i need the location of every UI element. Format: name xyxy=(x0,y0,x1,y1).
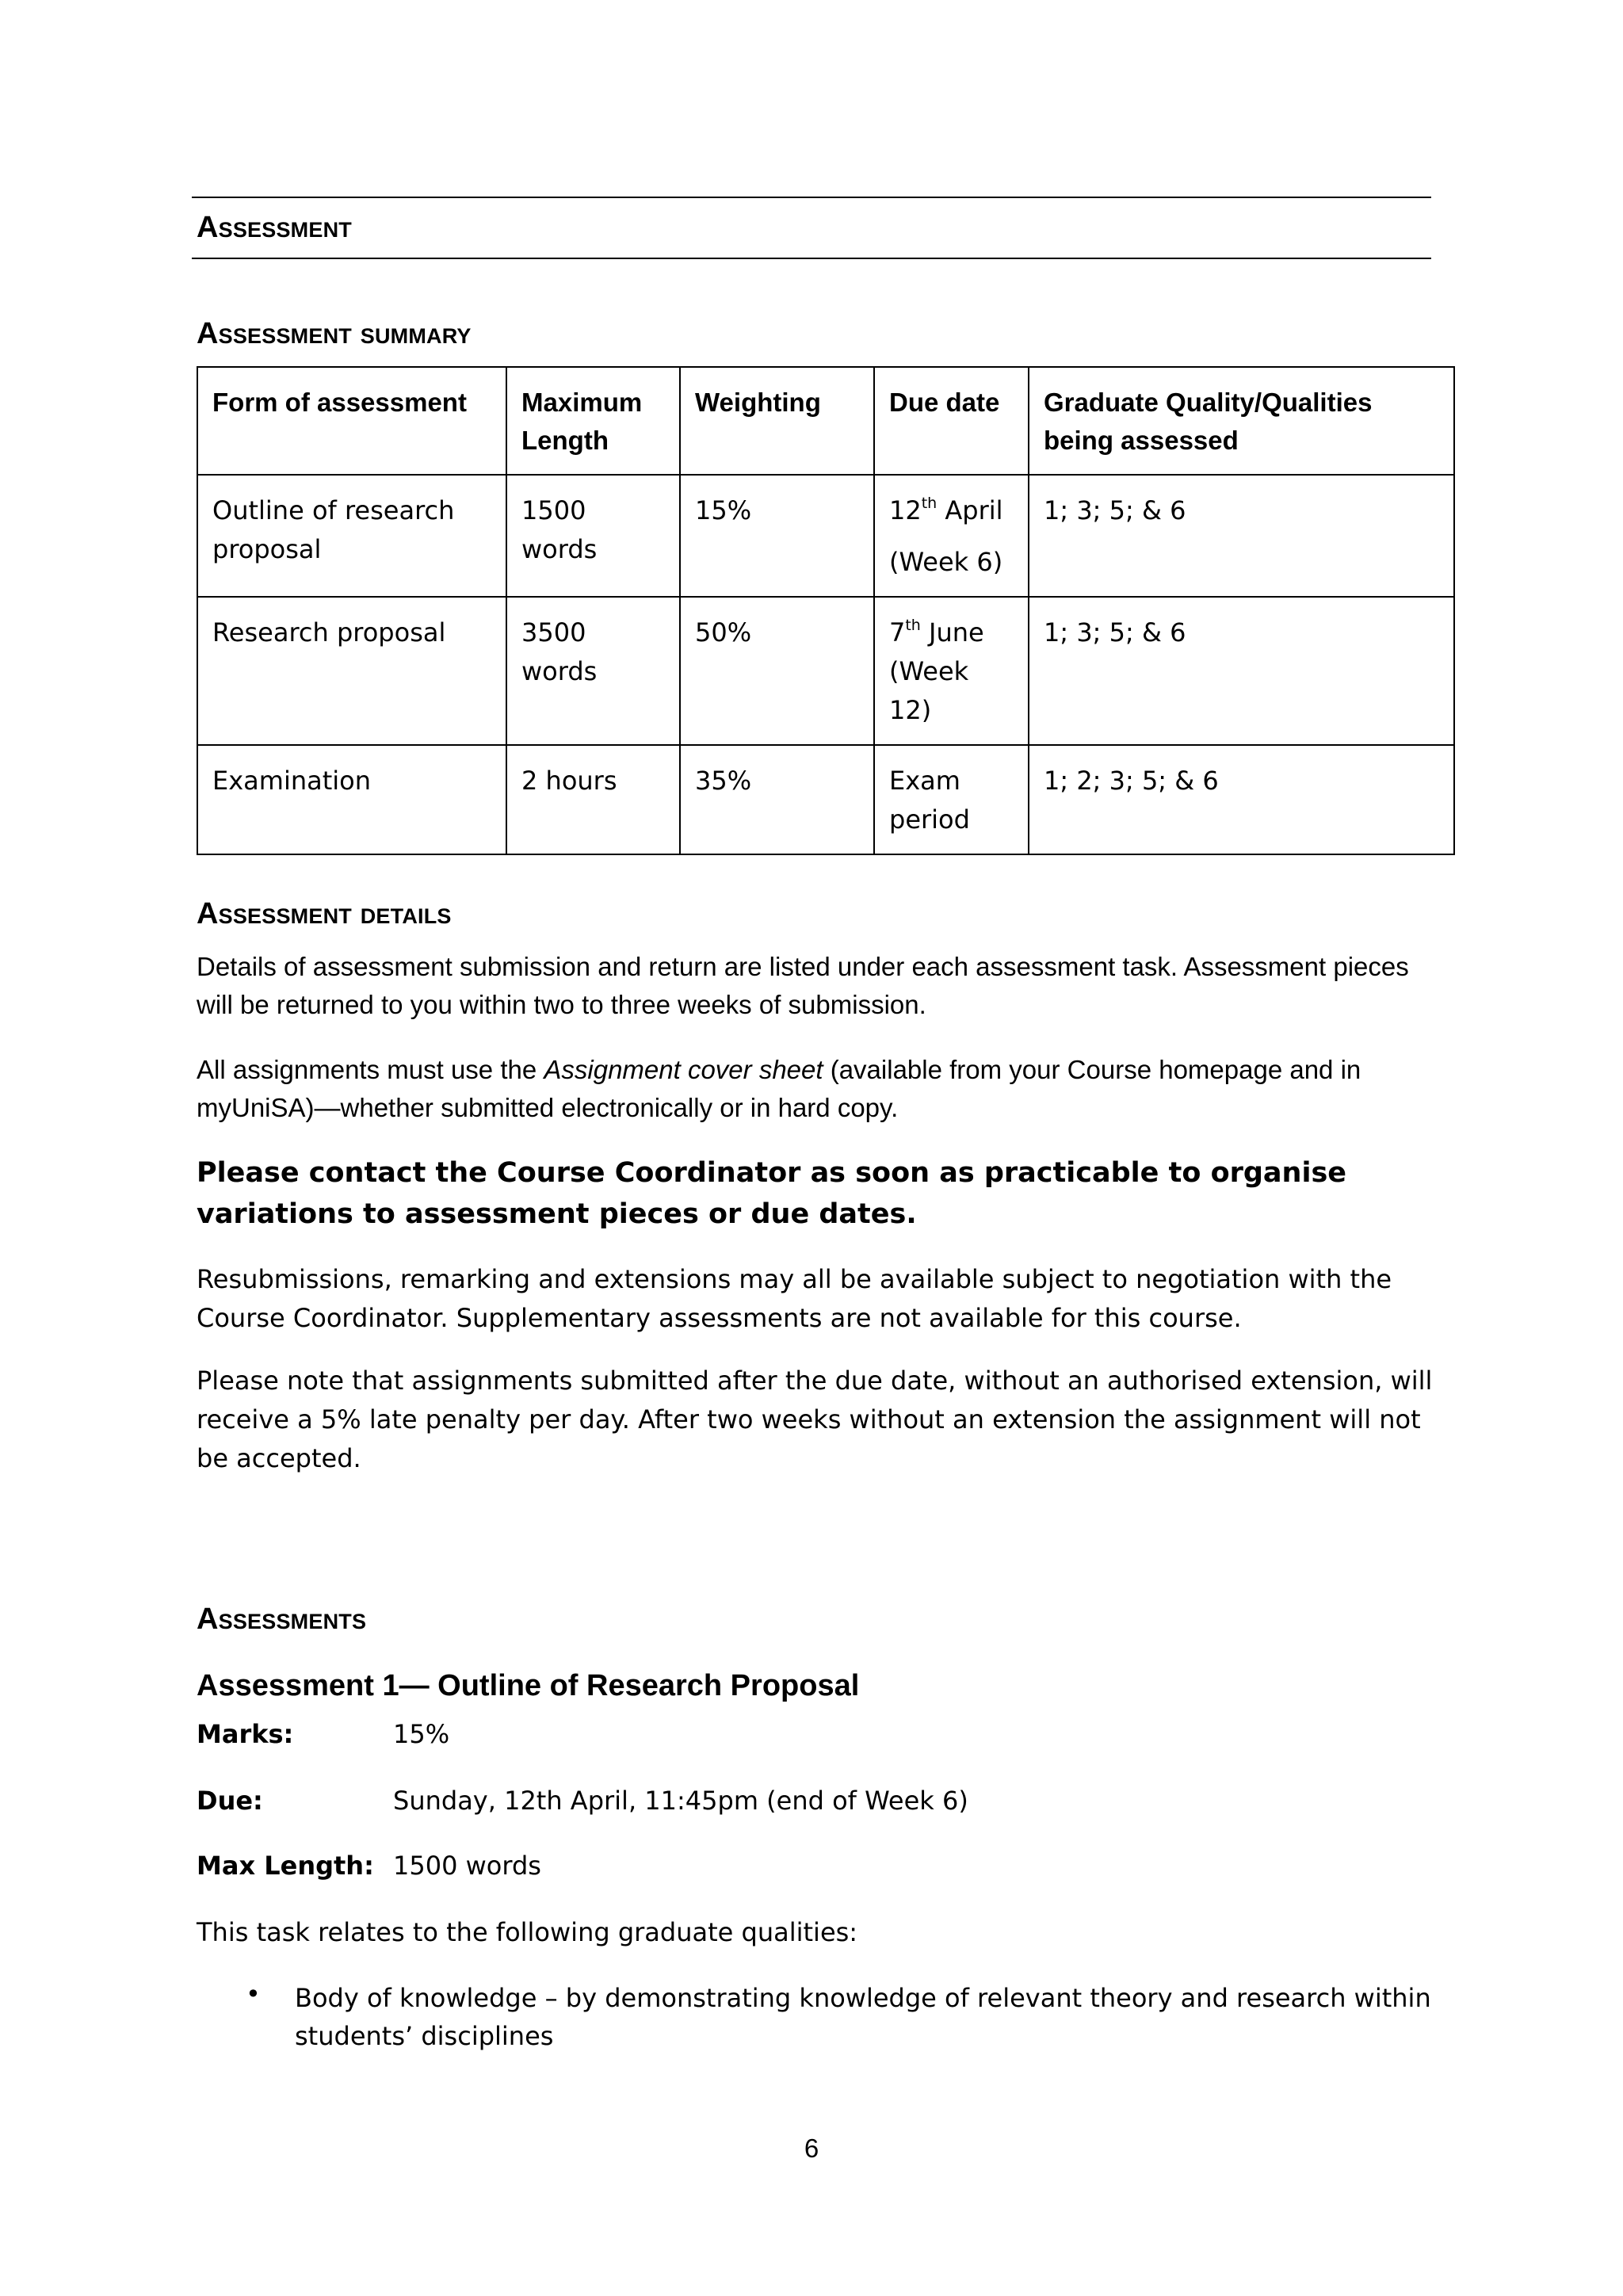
due-month: June xyxy=(920,617,984,648)
cell-due-date xyxy=(874,597,1029,745)
due-week: (Week 12) xyxy=(889,656,969,725)
due-day: 12 xyxy=(889,495,922,525)
details-paragraph-3: Resubmissions, remarking and extensions may all be available subject to negotiation with the Course Coordinator. Supplementary assessments are not available for this course. xyxy=(197,1264,1392,1333)
due-ordinal: th xyxy=(905,617,921,634)
marks-value: 15% xyxy=(393,1719,450,1749)
due-week: (Week 6) xyxy=(889,547,1003,577)
cell-form: Examination xyxy=(197,745,506,854)
column-header-length: Maximum Length xyxy=(506,367,680,475)
cell-qualities: 1; 3; 5; & 6 xyxy=(1029,475,1454,597)
summary-heading: Assessment summary xyxy=(197,317,472,350)
variations-notice: Please contact the Course Coordinator as soon as practicable to organise variations to assessment pieces or due dates. xyxy=(197,1157,1347,1230)
length-value: 1500 words xyxy=(393,1851,541,1881)
table-row xyxy=(197,597,1454,745)
marks-label: Marks: xyxy=(197,1719,294,1749)
assessment-summary-table xyxy=(197,366,1455,855)
cell-form: Outline of research proposal xyxy=(197,475,506,597)
column-header-qualities: Graduate Quality/Qualities being assessed xyxy=(1029,367,1454,475)
assessments-heading: Assessments xyxy=(197,1603,367,1636)
length-row xyxy=(197,1847,541,1885)
cell-length: 2 hours xyxy=(506,745,680,854)
cell-length: 3500 words xyxy=(506,597,680,745)
table-row xyxy=(197,745,1454,854)
column-header-form: Form of assessment xyxy=(197,367,506,475)
length-label: Max Length: xyxy=(197,1851,374,1881)
details-paragraph-4: Please note that assignments submitted after the due date, without an authorised extension, will receive a 5% late penalty per day. After two weeks without an extension the assignment will not be accepted. xyxy=(197,1366,1433,1473)
cover-sheet-tail: (available from your Course homepage and in myUniSA)—whether submitted electronically or in hard copy. xyxy=(197,1055,1361,1122)
cell-form: Research proposal xyxy=(197,597,506,745)
cell-qualities: 1; 3; 5; & 6 xyxy=(1029,597,1454,745)
section-title: Assessment xyxy=(197,211,352,244)
marks-row xyxy=(197,1715,449,1753)
page-number: 6 xyxy=(804,2134,819,2163)
cell-length: 1500 words xyxy=(506,475,680,597)
cell-qualities: 1; 2; 3; 5; & 6 xyxy=(1029,745,1454,854)
assessment-1-title: Assessment 1— Outline of Research Proposal xyxy=(197,1669,860,1702)
due-row xyxy=(197,1782,968,1820)
details-paragraph-1: Details of assessment submission and return are listed under each assessment task. Assessment pieces will be returned to you within two to three weeks of submission. xyxy=(197,952,1409,1019)
cell-weighting: 15% xyxy=(680,475,874,597)
due-label: Due: xyxy=(197,1786,263,1816)
top-rule xyxy=(192,197,1431,198)
section-title-rule xyxy=(192,258,1431,259)
bullet-icon: • xyxy=(246,1979,261,2009)
cell-weighting: 50% xyxy=(680,597,874,745)
cell-due-date: Exam period xyxy=(874,745,1029,854)
due-day: 7 xyxy=(889,617,906,648)
due-value: Sunday, 12th April, 11:45pm (end of Week 6) xyxy=(393,1786,968,1816)
cell-weighting: 35% xyxy=(680,745,874,854)
cell-due-date xyxy=(874,475,1029,597)
due-ordinal: th xyxy=(921,495,938,512)
cover-sheet-name: Assignment cover sheet xyxy=(544,1055,823,1084)
details-heading: Assessment details xyxy=(197,897,452,930)
graduate-qualities-intro: This task relates to the following graduate qualities: xyxy=(197,1917,858,1947)
cover-sheet-lead: All assignments must use the xyxy=(197,1055,544,1084)
table-row xyxy=(197,475,1454,597)
details-paragraph-2 xyxy=(197,1051,1449,1127)
table-header-row xyxy=(197,367,1454,475)
column-header-due-date: Due date xyxy=(874,367,1029,475)
column-header-weighting: Weighting xyxy=(680,367,874,475)
list-item: Body of knowledge – by demonstrating knowledge of relevant theory and research within students’ disciplines xyxy=(295,1983,1431,2051)
due-month: April xyxy=(937,495,1003,525)
